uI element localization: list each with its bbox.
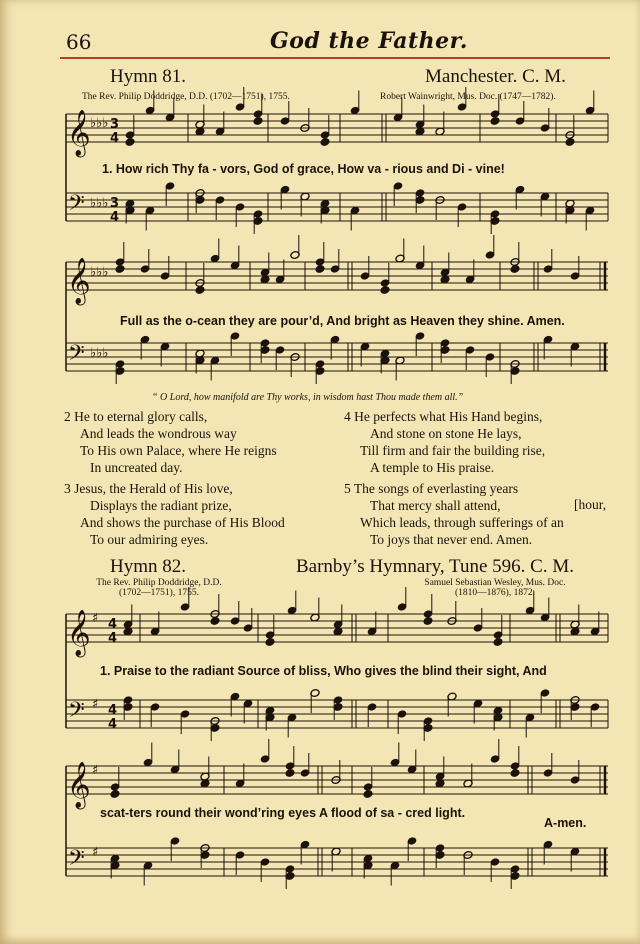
- treble-clef-icon: 𝄞: [67, 610, 91, 656]
- svg-text:♭♭♭: ♭♭♭: [90, 116, 109, 131]
- svg-text:4: 4: [108, 703, 118, 718]
- treble-clef-icon: 𝄞: [67, 258, 91, 304]
- hymn-81-number: Hymn 81.: [110, 66, 186, 87]
- notehead: [565, 138, 575, 147]
- hymn-82-author: The Rev. Philip Doddridge, D.D. (1702—1751), 1755.: [96, 578, 222, 598]
- notehead: [423, 617, 433, 626]
- hymn-82-number: Hymn 82.: [110, 556, 186, 577]
- staff-81-1-treble: [66, 114, 608, 142]
- hymn-82-amen: A-men.: [544, 816, 587, 830]
- hymn-82-tune: Barnby’s Hymnary, Tune 596. C. M.: [296, 556, 574, 577]
- svg-text:♭♭♭: ♭♭♭: [90, 346, 109, 361]
- hymn-81-quote: “ O Lord, how manifold are Thy works, in wisdom hast Thou made them all.”: [152, 392, 464, 403]
- bass-clef-icon: 𝄢: [68, 341, 85, 371]
- verse-5: 5 The songs of everlasting years That mercy shall attend, Which leads, through sufferings of an To joys that never end. Amen.: [344, 481, 564, 547]
- verse-3: 3 Jesus, the Herald of His love, Displays the radiant prize, And shows the purchase of His Blood To our admiring eyes.: [64, 481, 285, 547]
- notehead: [195, 286, 205, 295]
- svg-text:♯: ♯: [92, 845, 99, 860]
- notehead: [315, 265, 325, 274]
- svg-text:♭♭♭: ♭♭♭: [90, 265, 109, 280]
- verse-5-carry: [hour,: [574, 497, 607, 512]
- hymn-81-lyric-line-2: Full as the o-cean they are pour’d, And bright as Heaven they shine. Amen.: [120, 314, 565, 328]
- verse-4: 4 He perfects what His Hand begins, And stone on stone He lays, Till firm and fair the building rise, A temple to His praise.: [344, 409, 546, 475]
- svg-text:3: 3: [110, 196, 120, 211]
- hymn-82-composer: Samuel Sebastian Wesley, Mus. Doc. (1810—1876), 1872.: [424, 578, 566, 598]
- staff-81-1-bass: [66, 193, 608, 221]
- staff-82-2-bass: [66, 848, 608, 876]
- bass-clef-icon: 𝄢: [68, 846, 85, 876]
- hymn-81-author: The Rev. Philip Doddridge, D.D. (1702—1751), 1755.: [82, 92, 290, 102]
- svg-text:4: 4: [108, 717, 118, 732]
- svg-text:♯: ♯: [92, 697, 99, 712]
- verse-2: 2 He to eternal glory calls, And leads the wondrous way To His own Palace, where He reigns In uncreated day.: [64, 409, 277, 475]
- notehead: [265, 638, 275, 647]
- staff-81-2-bass: [66, 343, 608, 371]
- notehead: [125, 138, 135, 147]
- hymn-81-tune: Manchester. C. M.: [425, 66, 566, 87]
- page-title: God the Father.: [270, 28, 468, 54]
- notehead: [115, 265, 125, 274]
- svg-text:♯: ♯: [92, 763, 99, 778]
- notehead: [493, 638, 503, 647]
- hymn-81-composer: Robert Wainwright, Mus. Doc. (1747—1782).: [380, 92, 556, 102]
- treble-clef-icon: 𝄞: [67, 110, 91, 156]
- svg-text:4: 4: [110, 210, 120, 225]
- notehead: [490, 117, 500, 126]
- page-number: 66: [66, 30, 92, 54]
- svg-text:3: 3: [110, 117, 120, 132]
- notehead: [510, 769, 520, 778]
- svg-text:♯: ♯: [92, 611, 99, 626]
- treble-clef-icon: 𝄞: [67, 762, 91, 808]
- notehead: [320, 138, 330, 147]
- svg-text:4: 4: [110, 131, 120, 146]
- notehead: [253, 117, 263, 126]
- notehead: [380, 286, 390, 295]
- notehead: [510, 265, 520, 274]
- hymn-81-lyric-line-1: 1. How rich Thy fa - vors, God of grace, How va - rious and Di - vine!: [102, 162, 505, 176]
- bass-clef-icon: 𝄢: [68, 698, 85, 728]
- hymn-82-lyric-line-2: scat-ters round their wond’ring eyes A flood of sa - cred light.: [100, 806, 466, 820]
- svg-text:4: 4: [108, 617, 118, 632]
- hymn-82-lyric-line-1: 1. Praise to the radiant Source of bliss, Who gives the blind their sight, And: [100, 664, 547, 678]
- staff-82-2-treble: [66, 766, 608, 794]
- notehead: [285, 769, 295, 778]
- svg-text:4: 4: [108, 631, 118, 646]
- notehead: [210, 617, 220, 626]
- notehead: [110, 790, 120, 799]
- notehead: [363, 790, 373, 799]
- bass-clef-icon: 𝄢: [68, 191, 85, 221]
- svg-text:♭♭♭: ♭♭♭: [90, 196, 109, 211]
